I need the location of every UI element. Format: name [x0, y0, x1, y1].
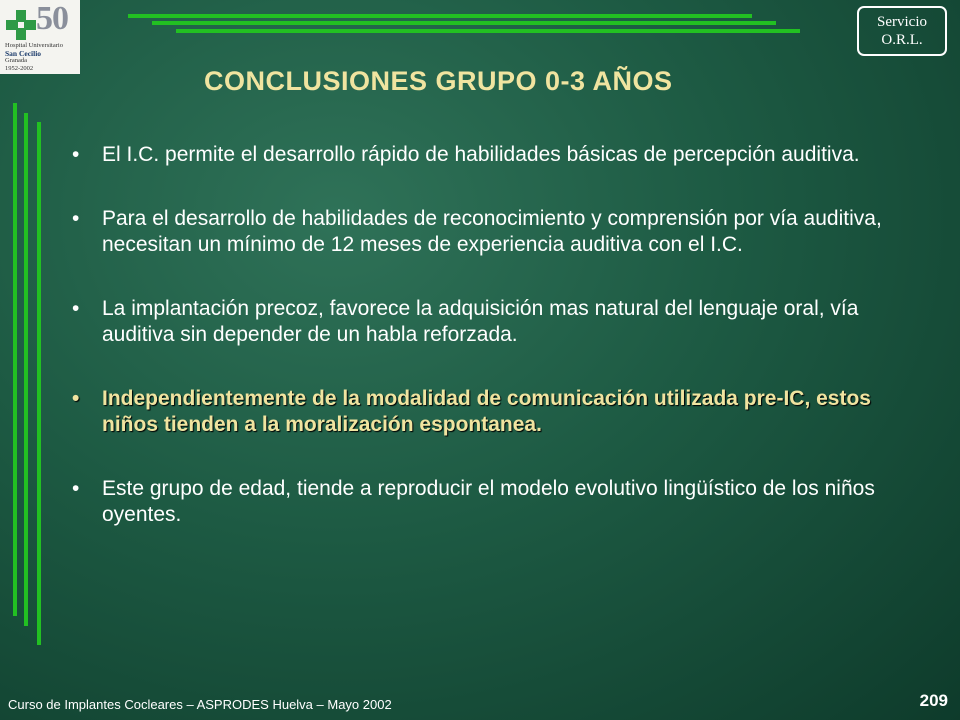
cross-icon: [6, 10, 36, 40]
logo-anniversary-number: 50: [36, 0, 68, 37]
slide-title: CONCLUSIONES GRUPO 0-3 AÑOS: [204, 66, 673, 96]
logo-line-4: 1952-2002: [5, 64, 34, 72]
logo-line-1: Hospital Universitario: [5, 42, 63, 49]
v-line-1: [13, 103, 17, 616]
logo-caption: [5, 42, 77, 72]
bullet-text: El I.C. permite el desarrollo rápido de habilidades básicas de percepción auditiva.: [102, 143, 860, 166]
bullet-dot: •: [72, 387, 80, 410]
list-item: [62, 142, 922, 168]
conclusions-list: [62, 142, 922, 528]
footer-caption: Curso de Implantes Cocleares – ASPRODES Huelva – Mayo 2002: [8, 697, 392, 712]
logo-line-3: Granada: [5, 57, 28, 64]
bullet-text: La implantación precoz, favorece la adquisición mas natural del lenguaje oral, vía auditiva sin depender de un habla reforzada.: [102, 297, 859, 346]
list-item: [62, 296, 922, 348]
v-line-3: [37, 122, 41, 645]
bullet-text: Independientemente de la modalidad de comunicación utilizada pre-IC, estos niños tienden a la moralización espontanea.: [102, 387, 871, 436]
list-item: [62, 206, 922, 258]
bullet-dot: •: [72, 297, 80, 320]
bullet-dot: •: [72, 477, 80, 500]
page-number: 209: [919, 691, 948, 710]
hospital-logo: [0, 0, 80, 74]
v-line-2: [24, 113, 28, 626]
list-item-highlighted: [62, 386, 922, 438]
h-line-1: [128, 14, 752, 18]
logo-line-2: San Cecilio: [5, 48, 42, 58]
badge-line-2: O.R.L.: [881, 32, 923, 48]
h-line-3: [176, 29, 800, 33]
bullet-dot: •: [72, 143, 80, 166]
badge-line-1: Servicio: [877, 14, 927, 30]
service-badge: [857, 6, 947, 56]
bullet-text: Este grupo de edad, tiende a reproducir el modelo evolutivo lingüístico de los niños oyentes.: [102, 477, 875, 526]
h-line-2: [152, 21, 776, 25]
bullet-dot: •: [72, 207, 80, 230]
bullet-text: Para el desarrollo de habilidades de reconocimiento y comprensión por vía auditiva, necesitan un mínimo de 12 meses de experiencia auditiva con el I.C.: [102, 207, 882, 256]
list-item: [62, 476, 922, 528]
